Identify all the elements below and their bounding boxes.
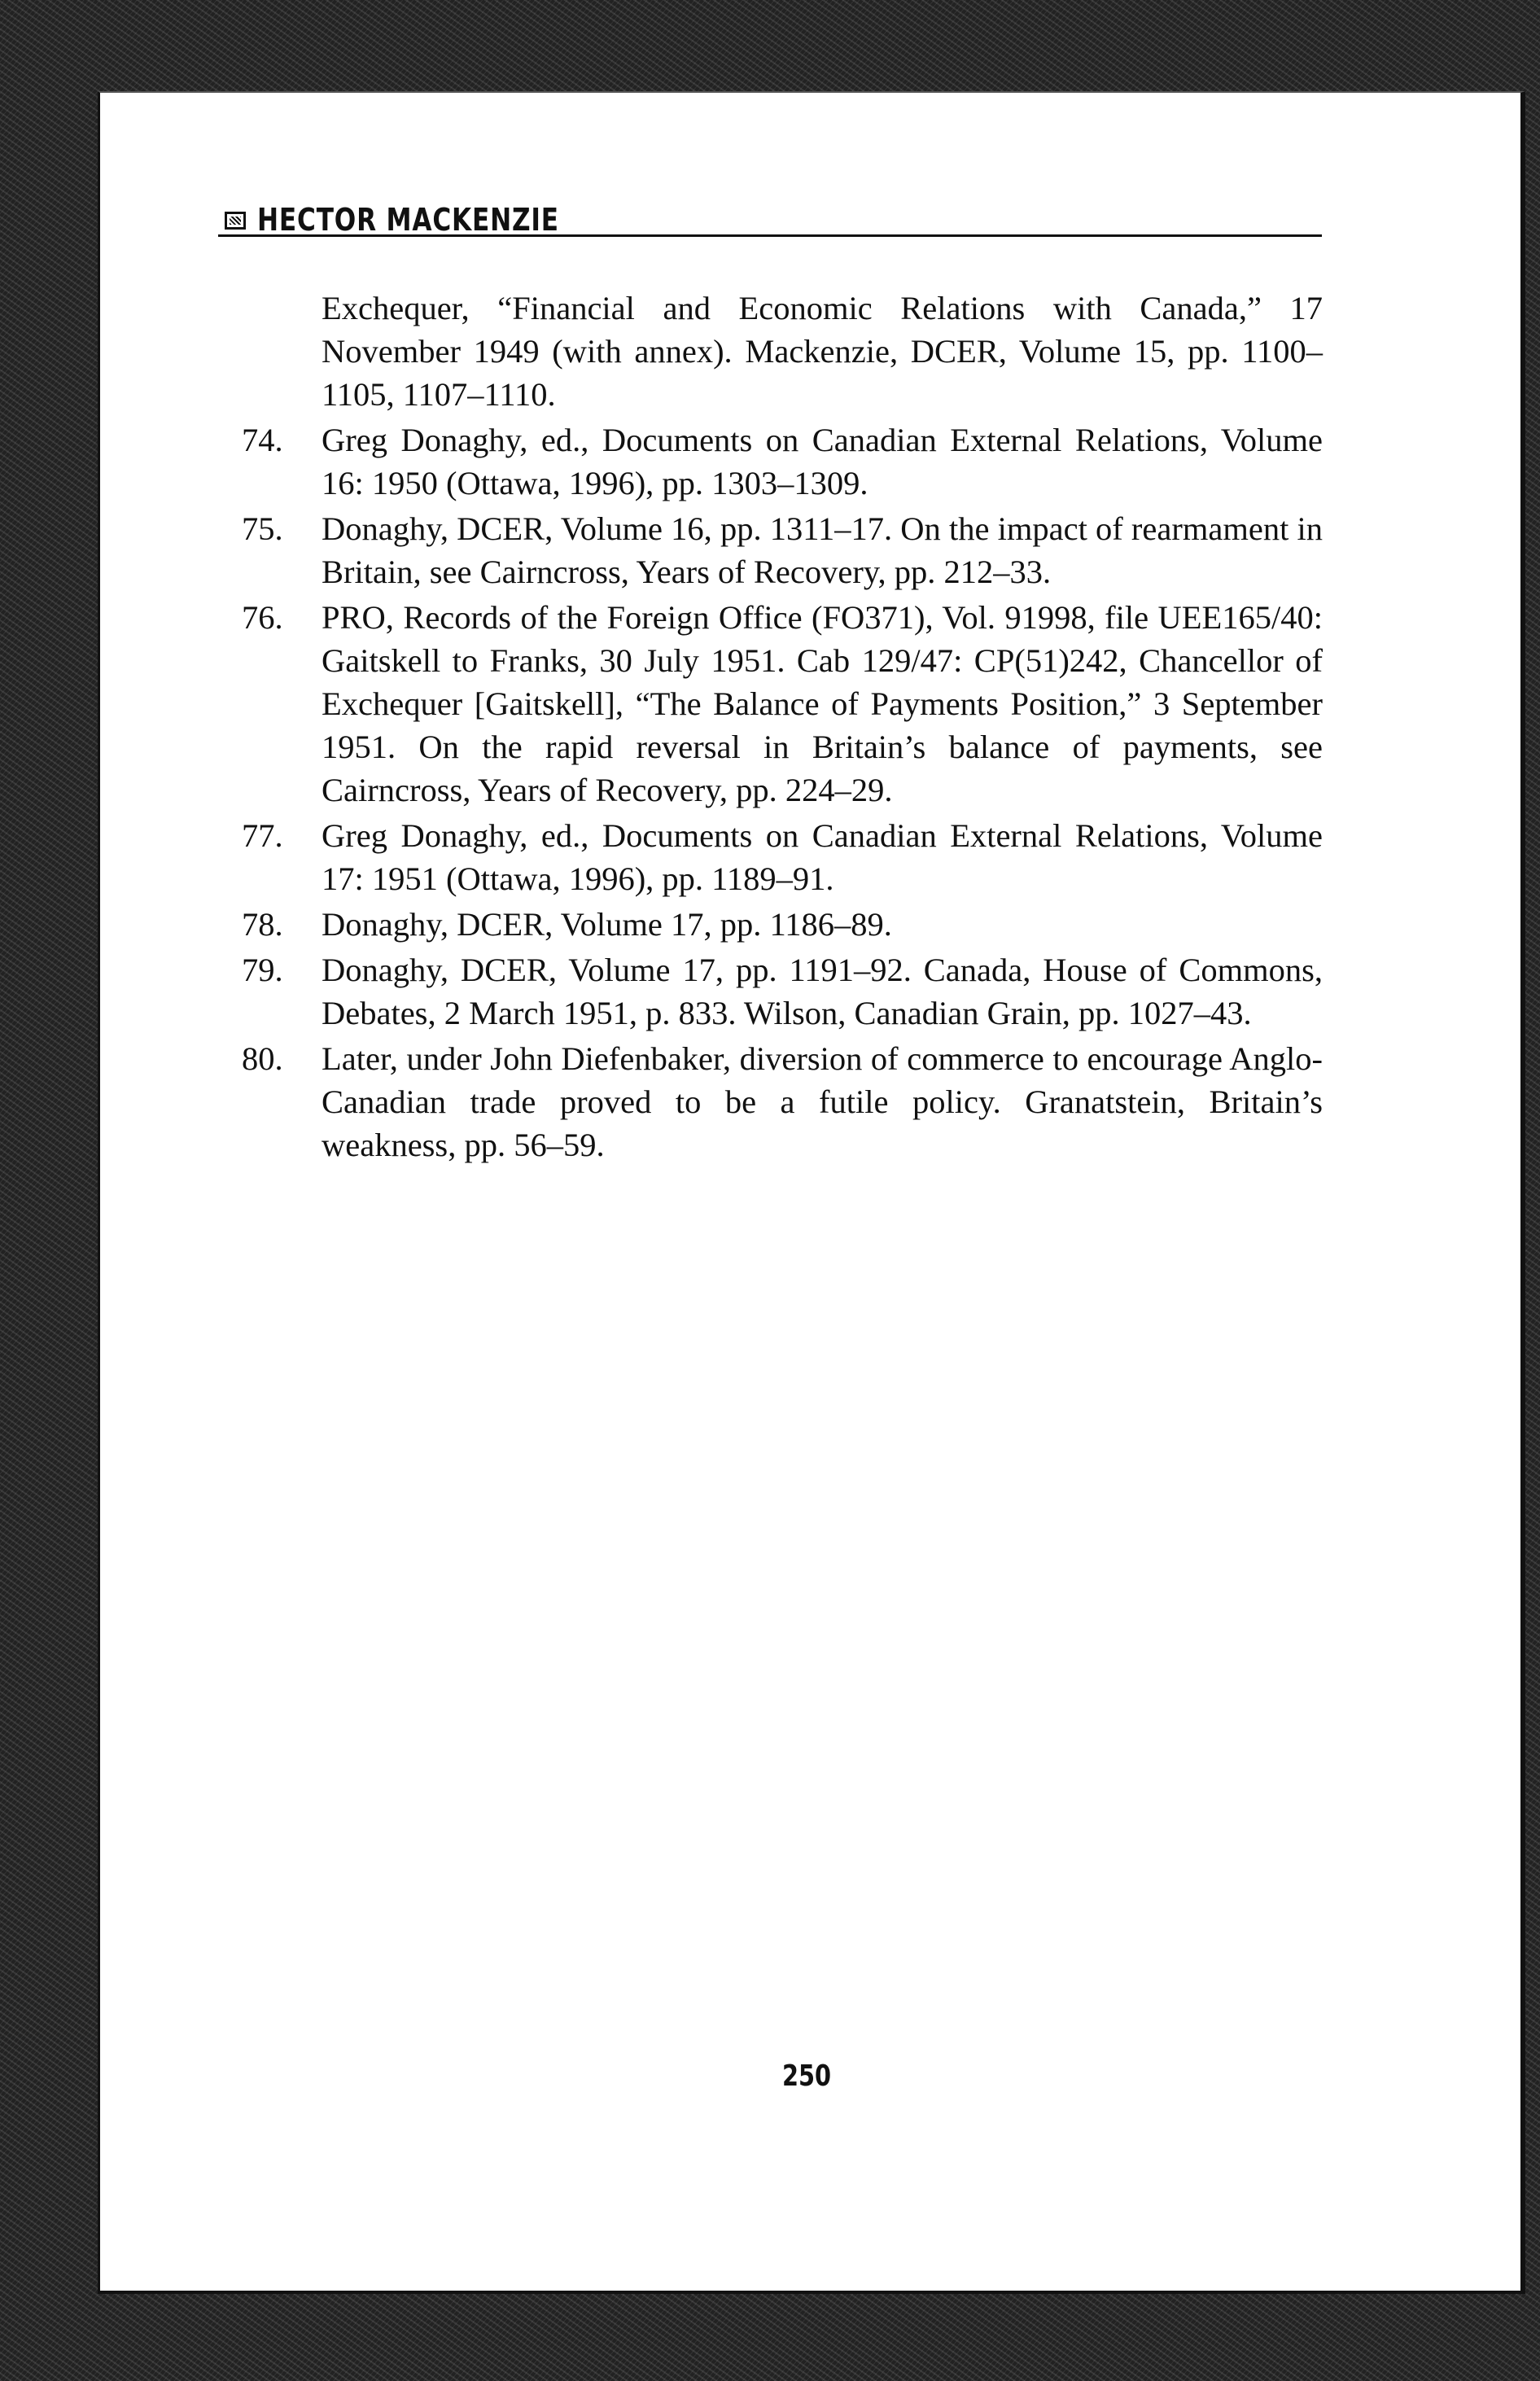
running-head — [218, 194, 1322, 237]
book-logo-icon — [225, 212, 246, 230]
page-number: 250 — [781, 2059, 832, 2093]
endnotes — [242, 287, 1323, 1169]
endnote-80 — [242, 1037, 1323, 1166]
endnote-text: Donaghy, DCER, Volume 17, pp. 1186–89. — [322, 906, 892, 943]
endnote-79 — [242, 948, 1323, 1035]
endnote-number: 78. — [242, 906, 283, 943]
endnote-number: 77. — [242, 817, 283, 854]
endnote-77 — [242, 814, 1323, 900]
endnote-number: 79. — [242, 952, 283, 988]
endnote-text: Donaghy, DCER, Volume 16, pp. 1311–17. On the impact of rearmament in Britain, see Cairncross, Years of Recovery, pp. 212–33. — [322, 510, 1323, 590]
endnote-text: Later, under John Diefenbaker, diversion of commerce to encourage Anglo-Canadian trade proved to be a futile policy. Granatstein, Britain’s weakness, pp. 56–59. — [322, 1040, 1323, 1163]
endnote-text: Donaghy, DCER, Volume 17, pp. 1191–92. Canada, House of Commons, Debates, 2 March 1951, p. 833. Wilson, Canadian Grain, pp. 1027–43. — [322, 952, 1323, 1031]
endnote-76 — [242, 596, 1323, 812]
endnote-number: 80. — [242, 1040, 283, 1077]
endnote-text: Exchequer, “Financial and Economic Relations with Canada,” 17 November 1949 (with annex). Mackenzie, DCER, Volume 15, pp. 1100–1105, 1107–1110. — [322, 290, 1323, 413]
endnote-74 — [242, 418, 1323, 505]
endnote-text: Greg Donaghy, ed., Documents on Canadian External Relations, Volume 17: 1951 (Ottawa, 1996), pp. 1189–91. — [322, 817, 1323, 897]
endnote-75 — [242, 507, 1323, 593]
running-head-title: HECTOR MACKENZIE — [257, 202, 559, 238]
endnote-number: 75. — [242, 510, 283, 547]
endnote-continuation — [322, 287, 1323, 416]
endnote-text: Greg Donaghy, ed., Documents on Canadian External Relations, Volume 16: 1950 (Ottawa, 1996), pp. 1303–1309. — [322, 422, 1323, 501]
endnote-78 — [242, 903, 1323, 946]
endnote-number: 76. — [242, 599, 283, 636]
endnote-text: PRO, Records of the Foreign Office (FO371), Vol. 91998, file UEE165/40: Gaitskell to Franks, 30 July 1951. Cab 129/47: CP(51)242, Chancellor of Exchequer [Gaitskell], “The Balance of Payments Position,” 3 September 1951. On the rapid reversal in Britain’s balance of payments, see Cairncross, Years of Recovery, pp. 224–29. — [322, 599, 1323, 808]
endnote-number: 74. — [242, 422, 283, 458]
